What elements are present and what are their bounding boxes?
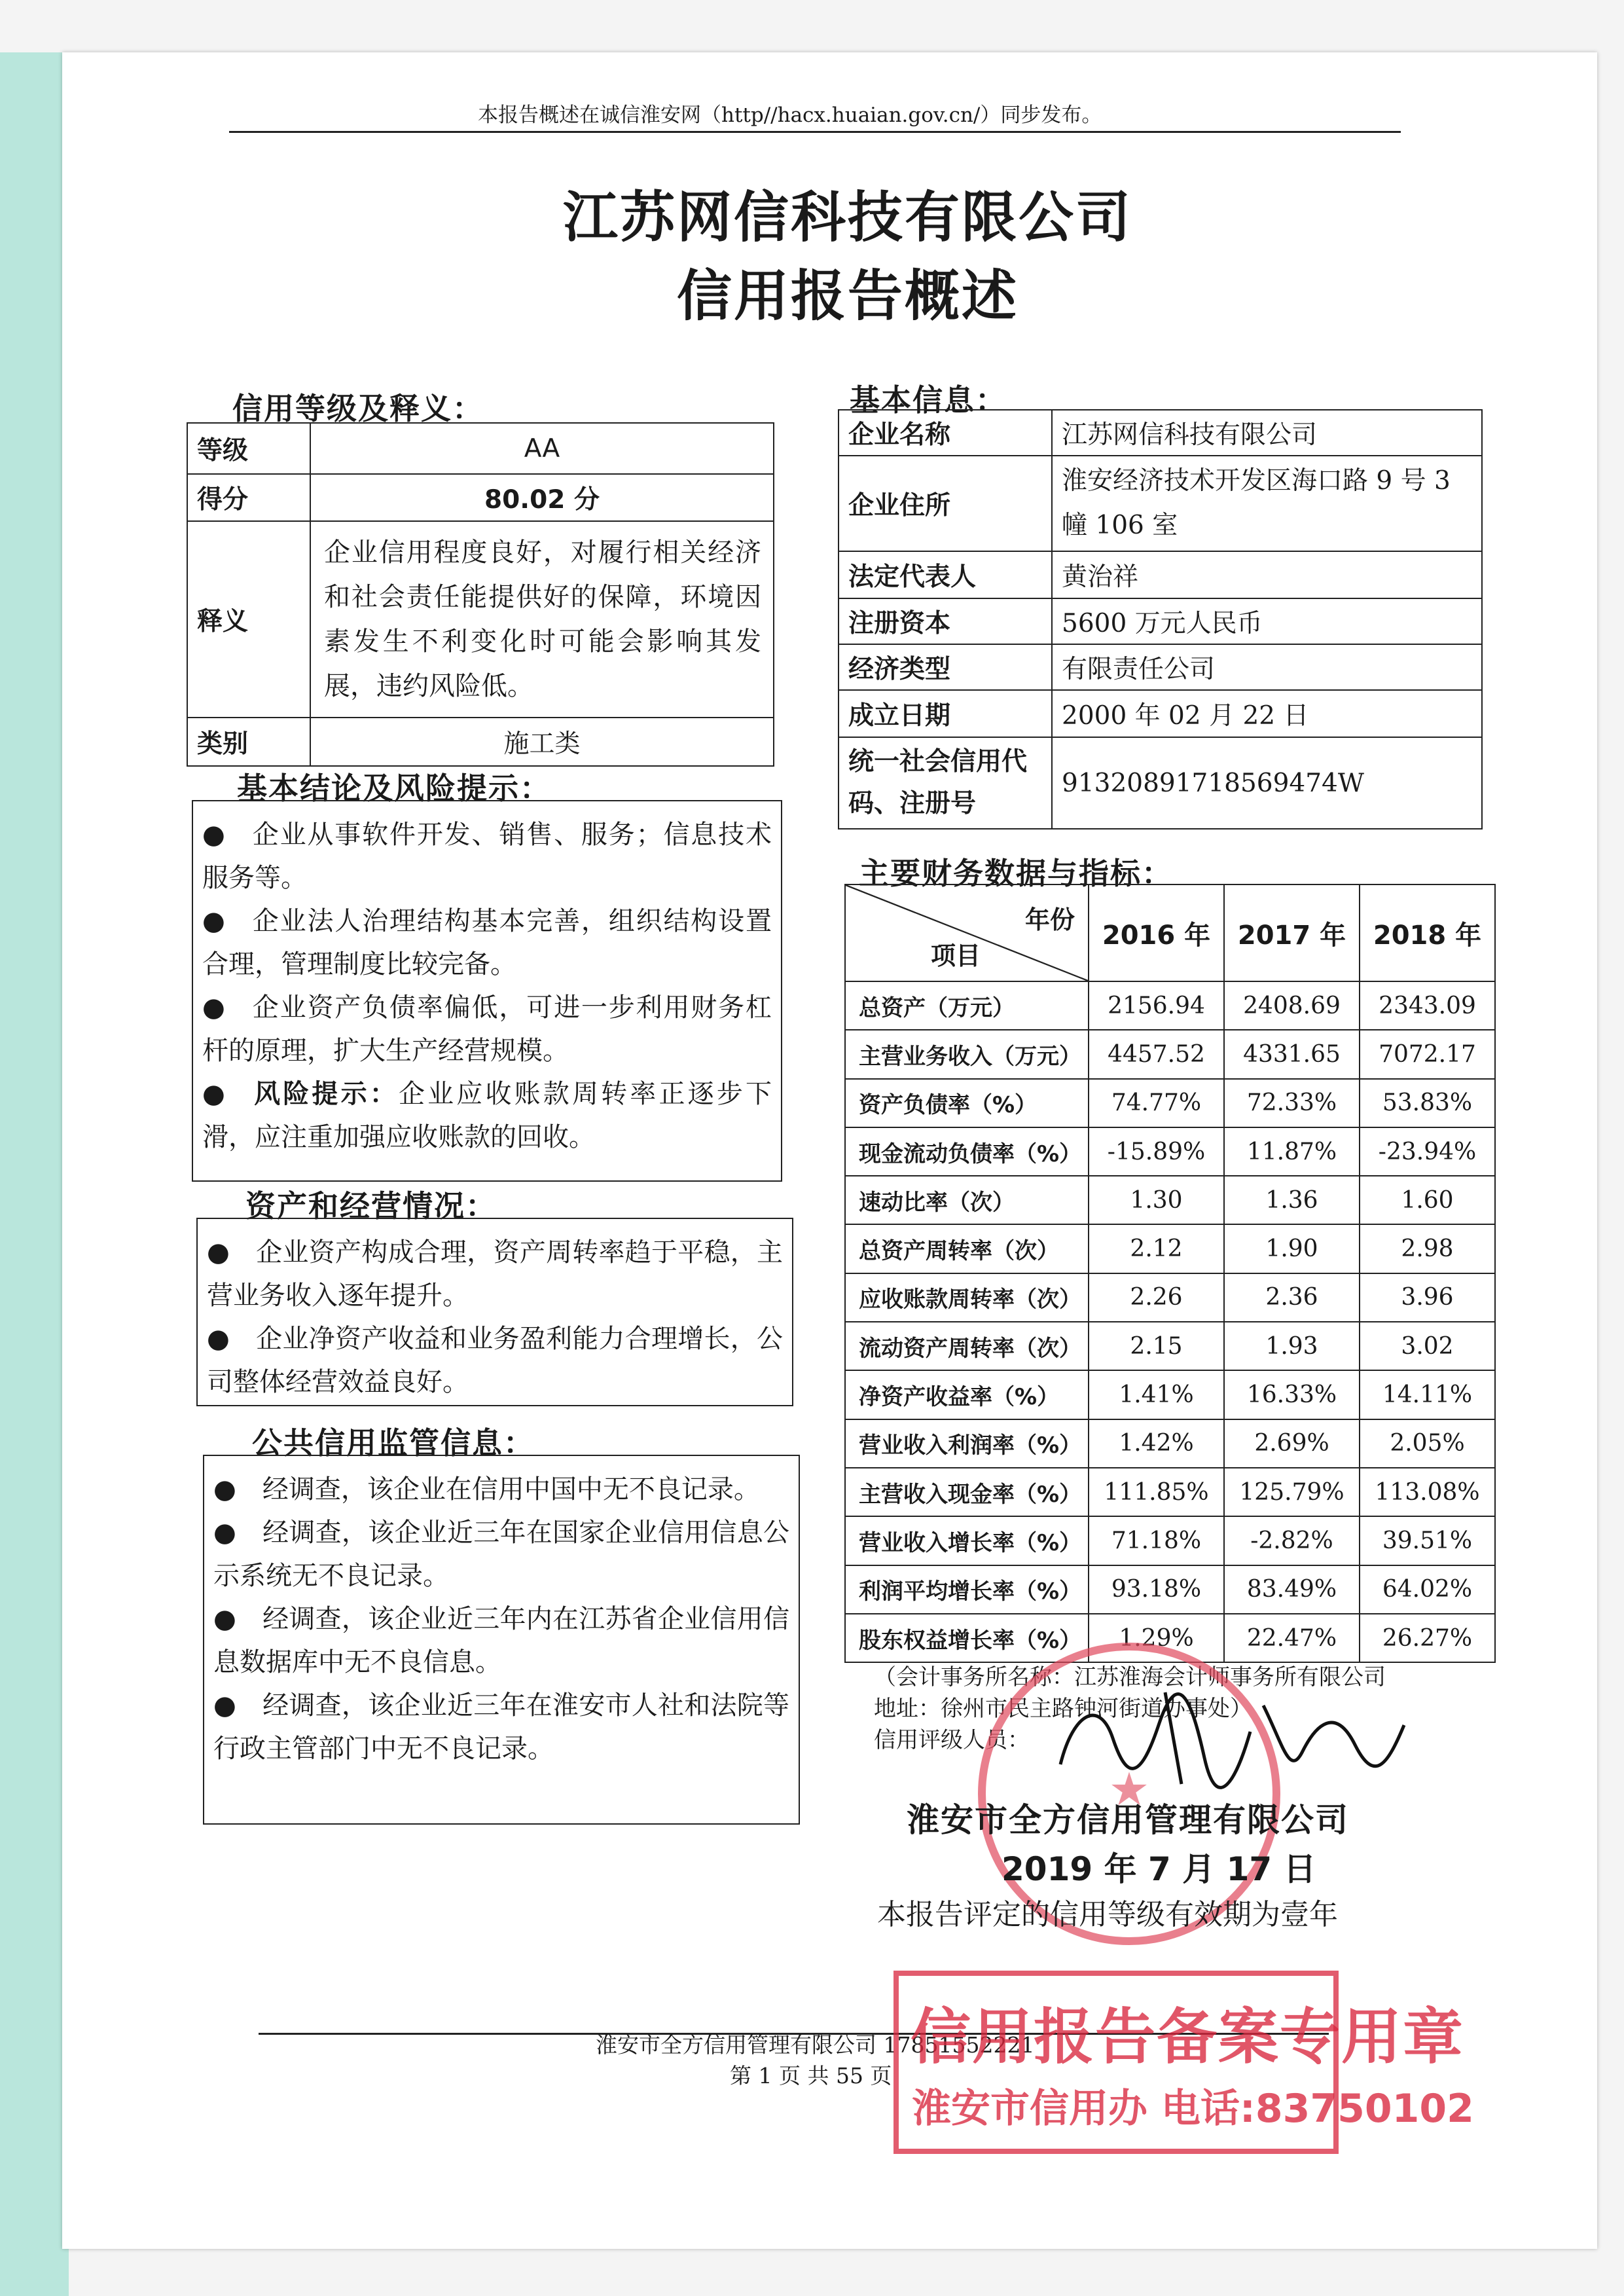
bullet-icon: ●	[207, 1324, 230, 1354]
filing-stamp	[893, 1971, 1474, 2154]
bullet-icon: ●	[213, 1474, 236, 1504]
table-cell: 53.83%	[1360, 1079, 1495, 1127]
risk-text: 企业应收账款周转率正逐步下滑，应注重加强应收账款的回收。	[202, 1079, 772, 1152]
bullet-icon: ●	[202, 820, 226, 850]
table-row	[845, 1468, 1495, 1516]
table-cell: 2.12	[1089, 1224, 1224, 1273]
table-cell: -15.89%	[1089, 1127, 1224, 1176]
founded-label: 成立日期	[839, 690, 1052, 737]
list-item: ● 经调查，该企业近三年在国家企业信用信息公示系统无不良记录。	[213, 1518, 790, 1591]
list-item: ● 企业从事软件开发、销售、服务；信息技术服务等。	[202, 820, 772, 893]
table-cell: 2.05%	[1360, 1419, 1495, 1468]
corner-item-label: 项目	[931, 941, 981, 970]
credit-code-label: 统一社会信用代码、注册号	[839, 737, 1052, 829]
bullet-icon: ●	[202, 993, 226, 1023]
table-cell: 2156.94	[1089, 981, 1224, 1030]
row-label: 营业收入增长率（%）	[845, 1516, 1089, 1565]
bullet-icon: ●	[213, 1604, 237, 1634]
econ-type-label: 经济类型	[839, 644, 1052, 690]
address-value: 淮安经济技术开发区海口路 9 号 3 幢 106 室	[1052, 456, 1482, 551]
credit-code-value: 91320891718569474W	[1052, 737, 1482, 829]
table-cell: 2408.69	[1224, 981, 1360, 1030]
table-cell: 4457.52	[1089, 1030, 1224, 1078]
legal-rep-value: 黄治祥	[1052, 551, 1482, 598]
rating-table	[187, 422, 774, 767]
table-row	[845, 1419, 1495, 1468]
assets-box	[196, 1218, 793, 1406]
list-item: ● 经调查，该企业近三年在淮安市人社和法院等行政主管部门中无不良记录。	[213, 1690, 790, 1764]
row-label: 利润平均增长率（%）	[845, 1565, 1089, 1614]
rating-heading: 信用等级及释义：	[232, 391, 484, 426]
public-credit-heading: 公共信用监管信息：	[252, 1425, 535, 1461]
table-cell: 2.26	[1089, 1273, 1224, 1322]
legal-rep-label: 法定代表人	[839, 551, 1052, 598]
header-corner	[845, 884, 1089, 981]
table-row	[845, 1273, 1495, 1322]
list-item: ● 经调查，该企业近三年内在江苏省企业信用信息数据库中无不良信息。	[213, 1604, 790, 1677]
footnote-address: 地址：徐州市民主路钟河街道办事处）	[874, 1696, 1252, 1722]
table-cell: 2.36	[1224, 1273, 1360, 1322]
table-cell: 2343.09	[1360, 981, 1495, 1030]
table-cell: 113.08%	[1360, 1468, 1495, 1516]
title-line1: 江苏网信科技有限公司	[562, 185, 1132, 249]
table-cell: 71.18%	[1089, 1516, 1224, 1565]
table-row	[845, 1030, 1495, 1078]
table-row	[845, 1127, 1495, 1176]
assets-heading: 资产和经营情况：	[245, 1188, 497, 1224]
filing-stamp-title: 信用报告备案专用章	[911, 2002, 1465, 2072]
table-row	[845, 1224, 1495, 1273]
table-cell: 1.90	[1224, 1224, 1360, 1273]
year-header: 2017 年	[1224, 884, 1360, 981]
financials-heading: 主要财务数据与指标：	[859, 856, 1173, 891]
list-item: ● 企业资产负债率偏低，可进一步利用财务杠杆的原理，扩大生产经营规模。	[202, 993, 772, 1066]
company-name-value: 江苏网信科技有限公司	[1052, 410, 1482, 456]
table-cell: 3.96	[1360, 1273, 1495, 1322]
table-row	[845, 1079, 1495, 1127]
header-rule	[229, 131, 1401, 133]
row-label: 总资产（万元）	[845, 981, 1089, 1030]
econ-type-value: 有限责任公司	[1052, 644, 1482, 690]
financials-table	[844, 884, 1496, 1663]
list-item: ● 企业资产构成合理，资产周转率趋于平稳，主营业务收入逐年提升。	[207, 1237, 784, 1311]
address-label: 企业住所	[839, 456, 1052, 551]
risk-label: 风险提示：	[254, 1079, 399, 1109]
table-cell: 1.60	[1360, 1176, 1495, 1224]
score-label: 得分	[187, 474, 310, 521]
bullet-icon: ●	[213, 1690, 237, 1721]
filing-stamp-contact: 淮安市信用办 电话:83750102	[912, 2086, 1474, 2132]
table-cell: -2.82%	[1224, 1516, 1360, 1565]
table-row	[845, 981, 1495, 1030]
table-cell: 14.11%	[1360, 1370, 1495, 1419]
table-cell: 1.36	[1224, 1176, 1360, 1224]
table-row	[845, 1322, 1495, 1370]
table-cell: 64.02%	[1360, 1565, 1495, 1614]
capital-label: 注册资本	[839, 598, 1052, 644]
row-label: 营业收入利润率（%）	[845, 1419, 1089, 1468]
corner-year-label: 年份	[1024, 905, 1075, 934]
founded-value: 2000 年 02 月 22 日	[1052, 690, 1482, 737]
category-label: 类别	[187, 718, 310, 766]
table-cell: 26.27%	[1360, 1614, 1495, 1662]
footnote-raters: 信用评级人员：	[874, 1727, 1030, 1753]
footer-company-phone: 淮安市全方信用管理有限公司 17851552221	[596, 2032, 1035, 2058]
list-item: ● 经调查，该企业在信用中国中无不良记录。	[213, 1474, 760, 1504]
title-line2: 信用报告概述	[676, 264, 1019, 328]
risk-item	[202, 1072, 772, 1159]
row-label: 主营业务收入（万元）	[845, 1030, 1089, 1078]
table-cell: 39.51%	[1360, 1516, 1495, 1565]
meaning-value: 企业信用程度良好，对履行相关经济和社会责任能提供好的保障，环境因素发生不利变化时可能会影响其发展，违约风险低。	[310, 521, 774, 718]
table-cell: 3.02	[1360, 1322, 1495, 1370]
row-label: 现金流动负债率（%）	[845, 1127, 1089, 1176]
table-cell: 4331.65	[1224, 1030, 1360, 1078]
table-cell: 2.98	[1360, 1224, 1495, 1273]
table-cell: 22.47%	[1224, 1614, 1360, 1662]
basic-info-heading: 基本信息：	[850, 382, 1007, 418]
bullet-icon: ●	[207, 1237, 230, 1267]
row-label: 总资产周转率（次）	[845, 1224, 1089, 1273]
issuer-date: 2019 年 7 月 17 日	[1001, 1850, 1316, 1888]
public-credit-box	[203, 1455, 800, 1825]
table-row	[845, 1565, 1495, 1614]
list-item: ● 企业净资产收益和业务盈利能力合理增长，公司整体经营效益良好。	[207, 1324, 784, 1397]
row-label: 股东权益增长率（%）	[845, 1614, 1089, 1662]
meaning-label: 释义	[187, 521, 310, 718]
table-cell: 2.15	[1089, 1322, 1224, 1370]
table-cell: 11.87%	[1224, 1127, 1360, 1176]
row-label: 速动比率（次）	[845, 1176, 1089, 1224]
grade-value: AA	[310, 423, 774, 474]
table-cell: 2.69%	[1224, 1419, 1360, 1468]
validity-note: 本报告评定的信用等级有效期为壹年	[877, 1898, 1338, 1931]
list-item: ● 企业法人治理结构基本完善，组织结构设置合理，管理制度比较完备。	[202, 906, 772, 979]
table-cell: 1.42%	[1089, 1419, 1224, 1468]
issuer-name: 淮安市全方信用管理有限公司	[907, 1801, 1349, 1839]
year-header: 2018 年	[1360, 884, 1495, 981]
conclusions-box	[192, 800, 782, 1182]
bullet-icon: ●	[202, 906, 226, 936]
basic-info-table	[838, 409, 1483, 829]
table-cell: 125.79%	[1224, 1468, 1360, 1516]
table-cell: 83.49%	[1224, 1565, 1360, 1614]
table-cell: 16.33%	[1224, 1370, 1360, 1419]
bullet-icon: ●	[202, 1079, 228, 1109]
table-cell: 74.77%	[1089, 1079, 1224, 1127]
table-row	[845, 1516, 1495, 1565]
table-cell: 111.85%	[1089, 1468, 1224, 1516]
signature	[1047, 1686, 1414, 1797]
header-note: 本报告概述在诚信淮安网（http//hacx.huaian.gov.cn/）同步发布。	[478, 103, 1102, 127]
table-cell: 1.29%	[1089, 1614, 1224, 1662]
category-value: 施工类	[310, 718, 774, 766]
conclusions-heading: 基本结论及风险提示：	[237, 771, 551, 806]
row-label: 主营收入现金率（%）	[845, 1468, 1089, 1516]
teal-binder-edge	[0, 52, 69, 2296]
score-value: 80.02 分	[310, 474, 774, 521]
table-row	[845, 1176, 1495, 1224]
row-label: 应收账款周转率（次）	[845, 1273, 1089, 1322]
grade-label: 等级	[187, 423, 310, 474]
capital-value: 5600 万元人民币	[1052, 598, 1482, 644]
table-cell: 1.93	[1224, 1322, 1360, 1370]
page-number: 第 1 页 共 55 页	[730, 2063, 892, 2088]
table-cell: 1.41%	[1089, 1370, 1224, 1419]
table-cell: -23.94%	[1360, 1127, 1495, 1176]
company-name-label: 企业名称	[839, 410, 1052, 456]
table-cell: 1.30	[1089, 1176, 1224, 1224]
row-label: 流动资产周转率（次）	[845, 1322, 1089, 1370]
row-label: 资产负债率（%）	[845, 1079, 1089, 1127]
table-cell: 7072.17	[1360, 1030, 1495, 1078]
footnote-firm: （会计事务所名称：江苏淮海会计师事务所有限公司	[874, 1664, 1386, 1690]
row-label: 净资产收益率（%）	[845, 1370, 1089, 1419]
svg-text:★: ★	[1108, 1762, 1150, 1816]
bullet-icon: ●	[213, 1518, 237, 1548]
table-cell: 72.33%	[1224, 1079, 1360, 1127]
table-row	[845, 1370, 1495, 1419]
table-cell: 93.18%	[1089, 1565, 1224, 1614]
year-header: 2016 年	[1089, 884, 1224, 981]
financials-body	[845, 981, 1495, 1662]
